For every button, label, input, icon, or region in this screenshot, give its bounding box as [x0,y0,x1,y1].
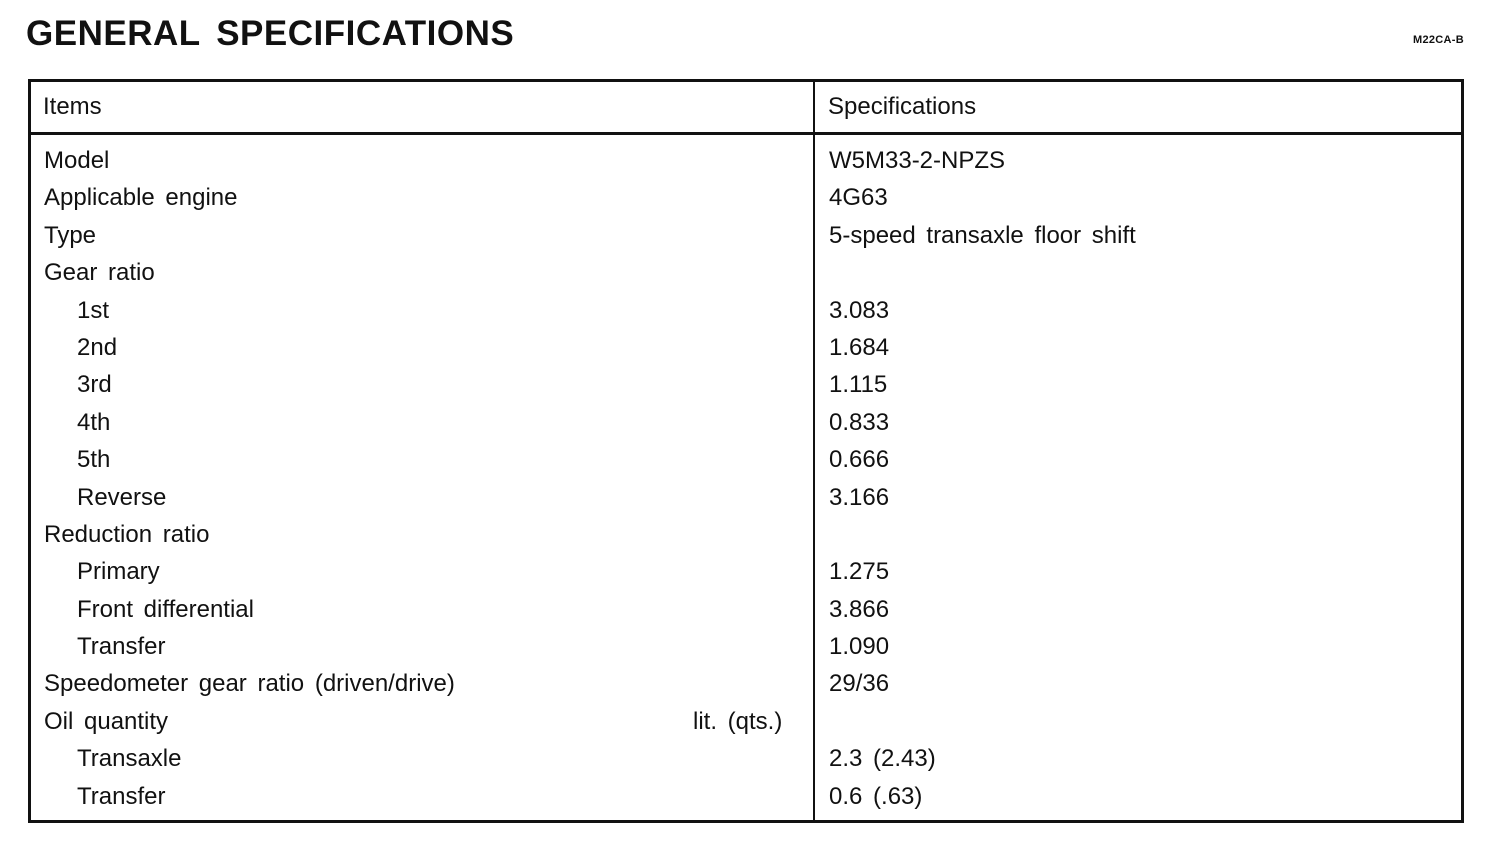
item-label: Type [44,221,97,249]
item-label: 1st [77,296,110,324]
item-label: Speedometer gear ratio (driven/drive) [44,670,455,698]
table-row [31,632,1461,669]
table-row [31,146,1461,183]
spec-value: 29/36 [829,670,890,698]
spec-value: 1.275 [829,558,890,586]
table-row [31,669,1461,706]
header-divider [31,132,1461,135]
item-label: Model [44,147,110,174]
page-title: GENERAL SPECIFICATIONS [26,14,515,53]
spec-value: 3.166 [829,483,890,511]
item-label: Applicable engine [44,184,238,212]
item-label: Oil quantity [44,707,169,735]
table-row [31,483,1461,520]
table-row [31,595,1461,632]
table-row [31,333,1461,370]
spec-value: 2.3 (2.43) [829,745,936,773]
item-label: 3rd [77,371,112,399]
table-row [31,707,1461,744]
spec-value: W5M33-2-NPZS [829,147,1006,174]
table-row [31,408,1461,445]
table-row [31,183,1461,220]
column-header-specifications: Specifications [828,93,977,120]
item-label: Reverse [77,483,167,511]
spec-value: 0.666 [829,446,890,474]
table-row [31,296,1461,333]
item-label: Transfer [77,633,166,661]
specifications-table [28,79,1464,823]
spec-value: 0.6 (.63) [829,782,923,810]
table-row [31,520,1461,557]
document-code: M22CA-B [1413,34,1464,46]
table-row [31,557,1461,594]
item-label: 2nd [77,333,118,361]
item-label: 5th [77,446,111,474]
table-row [31,445,1461,482]
table-row [31,370,1461,407]
item-label: Gear ratio [44,259,155,287]
spec-value: 5-speed transaxle floor shift [829,221,1136,249]
item-label: Reduction ratio [44,520,210,548]
table-row [31,782,1461,819]
table-row [31,744,1461,781]
spec-value: 0.833 [829,408,890,436]
item-label: Transfer [77,782,166,810]
spec-value: 1.115 [829,371,888,399]
spec-value: 1.684 [829,333,890,361]
item-label: Transaxle [77,745,182,773]
table-row [31,221,1461,258]
item-label: 4th [77,408,111,436]
spec-value: 3.083 [829,296,890,324]
spec-value: 1.090 [829,633,890,661]
column-header-items: Items [43,93,102,120]
spec-value: 4G63 [829,184,888,212]
table-row [31,258,1461,295]
table-body [31,146,1461,819]
item-unit: lit. (qts.) [693,707,783,735]
item-label: Primary [77,558,160,586]
item-label: Front differential [77,595,254,623]
spec-value: 3.866 [829,595,890,623]
